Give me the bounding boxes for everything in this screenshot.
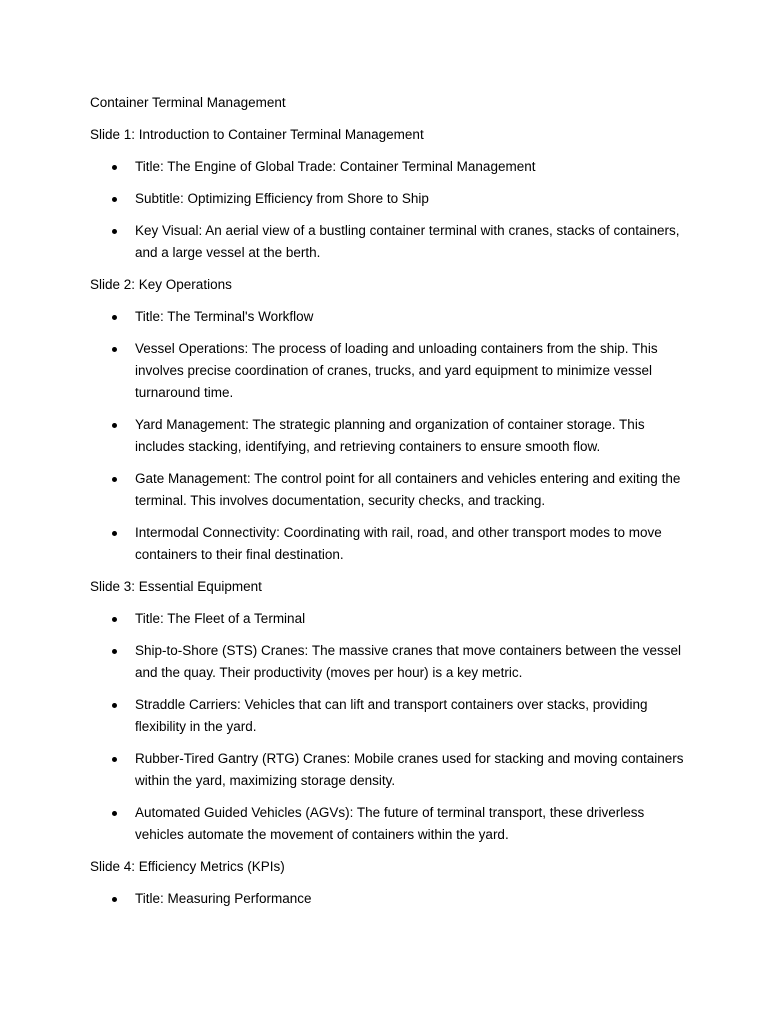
list-item-text: Subtitle: Optimizing Efficiency from Shore to Ship — [135, 191, 429, 206]
list-item-text: Ship-to-Shore (STS) Cranes: The massive cranes that move containers between the vessel and the quay. Their productivity (moves per hour) is a key metric. — [135, 643, 682, 680]
bullet-list — [90, 888, 690, 910]
list-item-text: Straddle Carriers: Vehicles that can lift and transport containers over stacks, providing flexibility in the yard. — [135, 697, 648, 734]
bullet-icon — [112, 531, 117, 536]
bullet-icon — [112, 229, 117, 234]
list-item-text: Intermodal Connectivity: Coordinating with rail, road, and other transport modes to move containers to their final destination. — [135, 525, 662, 562]
bullet-icon — [112, 897, 117, 902]
document-title: Container Terminal Management — [90, 95, 286, 110]
bullet-icon — [112, 649, 117, 654]
bullet-icon — [112, 757, 117, 762]
document-body — [90, 92, 690, 920]
list-item — [90, 414, 690, 458]
slide-1-section — [90, 124, 690, 264]
slide-heading: Slide 2: Key Operations — [90, 277, 232, 292]
list-item — [90, 694, 690, 738]
list-item-text: Key Visual: An aerial view of a bustling container terminal with cranes, stacks of containers, and a large vessel at the berth. — [135, 223, 680, 260]
list-item — [90, 802, 690, 846]
list-item — [90, 888, 690, 910]
list-item — [90, 522, 690, 566]
list-item-text: Rubber-Tired Gantry (RTG) Cranes: Mobile cranes used for stacking and moving containers within the yard, maximizing storage density. — [135, 751, 684, 788]
list-item-text: Yard Management: The strategic planning and organization of container storage. This includes stacking, identifying, and retrieving containers to ensure smooth flow. — [135, 417, 645, 454]
bullet-list — [90, 608, 690, 846]
bullet-icon — [112, 703, 117, 708]
bullet-list — [90, 156, 690, 264]
slide-heading: Slide 1: Introduction to Container Terminal Management — [90, 127, 424, 142]
slide-3-section — [90, 576, 690, 846]
list-item-text: Automated Guided Vehicles (AGVs): The future of terminal transport, these driverless vehicles automate the movement of containers within the yard. — [135, 805, 645, 842]
slide-2-section — [90, 274, 690, 566]
list-item — [90, 188, 690, 210]
list-item-text: Title: The Engine of Global Trade: Container Terminal Management — [135, 159, 536, 174]
list-item-text: Title: The Terminal's Workflow — [135, 309, 314, 324]
slide-4-section — [90, 856, 690, 910]
bullet-icon — [112, 477, 117, 482]
bullet-icon — [112, 811, 117, 816]
bullet-icon — [112, 315, 117, 320]
list-item-text: Title: Measuring Performance — [135, 891, 312, 906]
bullet-icon — [112, 165, 117, 170]
list-item-text: Vessel Operations: The process of loading and unloading containers from the ship. This involves precise coordination of cranes, trucks, and yard equipment to minimize vessel turnaround time. — [135, 341, 658, 400]
list-item-text: Title: The Fleet of a Terminal — [135, 611, 306, 626]
bullet-icon — [112, 197, 117, 202]
list-item — [90, 748, 690, 792]
bullet-icon — [112, 423, 117, 428]
list-item — [90, 306, 690, 328]
bullet-icon — [112, 347, 117, 352]
bullet-list — [90, 306, 690, 566]
list-item — [90, 640, 690, 684]
list-item — [90, 608, 690, 630]
list-item — [90, 468, 690, 512]
list-item — [90, 220, 690, 264]
bullet-icon — [112, 617, 117, 622]
slide-heading: Slide 4: Efficiency Metrics (KPIs) — [90, 859, 285, 874]
list-item — [90, 156, 690, 178]
list-item — [90, 338, 690, 404]
list-item-text: Gate Management: The control point for all containers and vehicles entering and exiting the terminal. This involves documentation, security checks, and tracking. — [135, 471, 681, 508]
slide-heading: Slide 3: Essential Equipment — [90, 579, 262, 594]
